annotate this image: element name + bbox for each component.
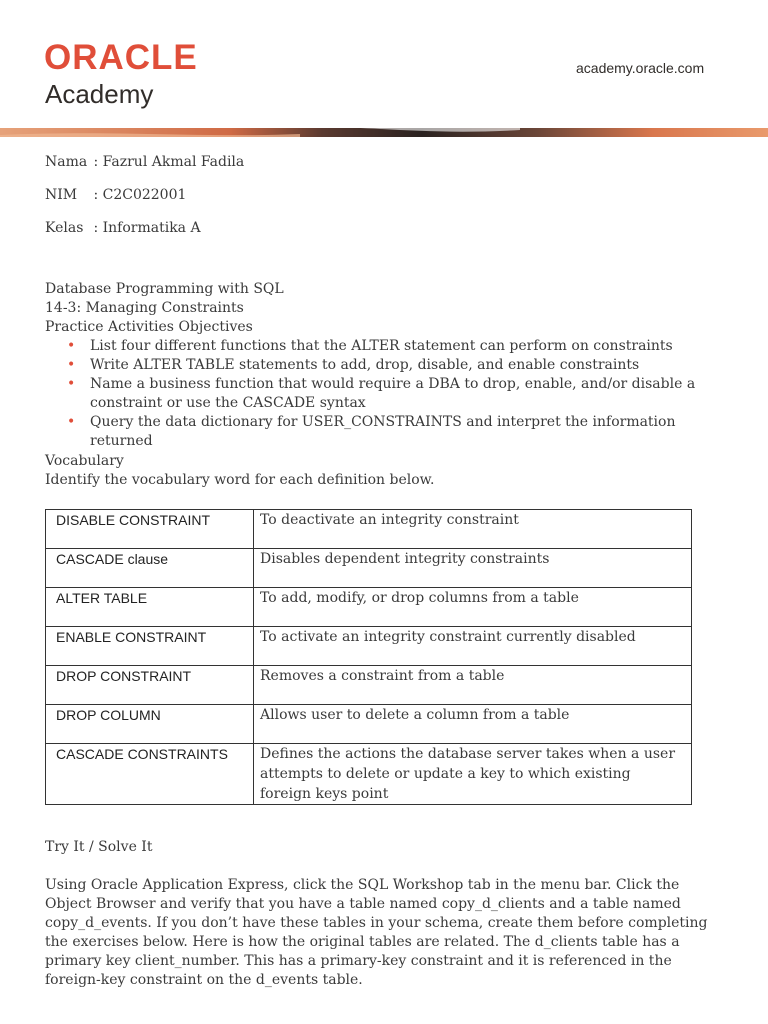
vocab-definition: Defines the actions the database server takes when a user attempts to delete or update a key to which existing foreign keys point (254, 744, 692, 805)
vocab-term: ENABLE CONSTRAINT (46, 627, 254, 666)
student-name-value: : Fazrul Akmal Fadila (93, 154, 245, 170)
vocabulary-heading: Vocabulary (45, 453, 124, 469)
lesson-title: 14-3: Managing Constraints (45, 300, 244, 316)
vocab-term: DROP CONSTRAINT (46, 666, 254, 705)
bullet-icon: • (67, 414, 76, 430)
vocab-definition: Allows user to delete a column from a table (254, 705, 692, 744)
student-name-label: Nama (45, 154, 88, 170)
student-nim-label: NIM (45, 187, 78, 203)
list-item: • Write ALTER TABLE statements to add, drop, disable, and enable constraints (67, 357, 640, 373)
vocab-definition: Removes a constraint from a table (254, 666, 692, 705)
vocab-term: DROP COLUMN (46, 705, 254, 744)
list-item: • List four different functions that the ALTER statement can perform on constraints (67, 338, 673, 354)
student-class-row (45, 219, 201, 237)
vocab-term: DISABLE CONSTRAINT (46, 510, 254, 549)
table-row (46, 588, 692, 627)
vocab-term: CASCADE clause (46, 549, 254, 588)
course-title: Database Programming with SQL (45, 281, 284, 297)
vocabulary-table (45, 509, 692, 805)
try-it-heading: Try It / Solve It (45, 839, 153, 855)
student-nim-row (45, 186, 186, 204)
table-row (46, 705, 692, 744)
table-row (46, 627, 692, 666)
try-it-paragraph (45, 876, 725, 990)
bullet-icon: • (67, 357, 76, 373)
student-name-row (45, 153, 244, 171)
table-row (46, 744, 692, 805)
student-class-value: : Informatika A (93, 220, 201, 236)
decorative-stripe (0, 126, 768, 138)
vocabulary-instruction: Identify the vocabulary word for each definition below. (45, 472, 435, 488)
vocab-term: ALTER TABLE (46, 588, 254, 627)
list-item: • Query the data dictionary for USER_CONSTRAINTS and interpret the information returned (67, 414, 676, 449)
academy-logo-text: Academy (45, 79, 154, 109)
objectives-heading: Practice Activities Objectives (45, 319, 253, 335)
vocab-definition: To deactivate an integrity constraint (254, 510, 692, 549)
vocab-definition: To activate an integrity constraint currently disabled (254, 627, 692, 666)
list-item: • Name a business function that would require a DBA to drop, enable, and/or disable a constraint or use the CASCADE syntax (67, 376, 696, 411)
oracle-logo: ORACLE (44, 38, 198, 77)
vocab-definition: To add, modify, or drop columns from a table (254, 588, 692, 627)
table-row (46, 666, 692, 705)
objectives-list (45, 337, 725, 451)
student-nim-value: : C2C022001 (93, 187, 187, 203)
table-row (46, 510, 692, 549)
bullet-icon: • (67, 338, 76, 354)
page-header (0, 0, 768, 140)
vocabulary-intro (45, 452, 434, 490)
vocab-definition: Disables dependent integrity constraints (254, 549, 692, 588)
vocab-term: CASCADE CONSTRAINTS (46, 744, 254, 805)
bullet-icon: • (67, 376, 76, 392)
instructions-paragraph: Using Oracle Application Express, click the SQL Workshop tab in the menu bar. Click the Object Browser and verify that you have a table named copy_d_clients and a table named copy_d_events. If you don’t have these tables in your schema, create them before completing the exercises below. Here is how the original tables are related. The d_clients table has a primary key client_number. This has a primary-key constraint and it is referenced in the foreign-key constraint on the d_events table. (45, 877, 708, 988)
student-class-label: Kelas (45, 220, 84, 236)
table-row (46, 549, 692, 588)
objectives-section (45, 280, 725, 451)
site-url: academy.oracle.com (576, 60, 705, 76)
